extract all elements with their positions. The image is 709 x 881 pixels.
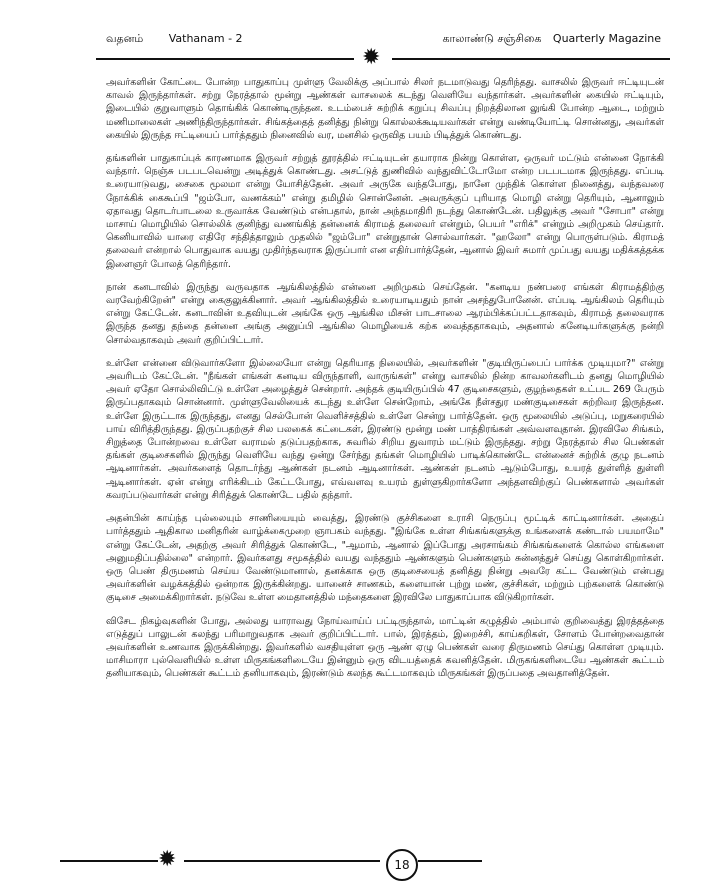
header-left — [106, 32, 265, 47]
page-header — [0, 30, 709, 44]
magazine-type-tamil: காலாண்டு சஞ்சிகை — [442, 32, 542, 45]
footer-rule-right — [418, 860, 482, 862]
footer-rule-left — [60, 860, 158, 862]
magazine-issue: Vathanam - 2 — [168, 32, 243, 45]
page-number: 18 — [386, 849, 418, 881]
magazine-name-tamil: வதனம் — [106, 32, 144, 45]
header-rule-right — [392, 58, 670, 60]
header-right — [434, 32, 661, 47]
article-body — [106, 76, 664, 691]
footer-rule-mid — [184, 860, 380, 862]
paragraph: தங்களின் பாதுகாப்புக் காரணமாக இருவர் சற்றுத் தூரத்தில் ஈட்டியுடன் தயாராக நின்று கொள்ள, ஒருவர் மட்டும் என்னை நோக்கி வந்தார். நெஞ்சு படபடவென்று அடித்துக் கொண்டது. அசட்டுத் துணிவில் வந்துவிட்டோமோ என்ற படபடமாக இருந்தது. எப்படி உரையாடுவது, சைகை மூலமா என்று யோசித்தேன். அவர் அருகே வந்தபோது, நானே முந்திக் கொள்ள நினைத்து, வந்தவரை நோக்கிக் கைகூப்பி "ஜம்போ, வணக்கம்" என்று தமிழில் சொன்னேன். அவருக்குப் புரியாத மொழி என்று தெரியும், ஆனாலும் ஏதாவது தொடர்பாடலை உருவாக்க வேண்டும் என்பதால், நான் அந்தமாதிரி நடந்து கொண்டேன். பதிலுக்கு அவர் "சோபா" என்று மாசாய் மொழியில் சொல்லிக் குனிந்து வணங்கித் தன்னைக் கிராமத் தலைவர் என்றும், பெயர் "எரிக்" என்றும் அறிமுகம் செய்தார். கெனியாவில் யாரை எதிரே சந்தித்தாலும் முதலில் "ஜம்போ" என்றுதான் சொல்வார்கள். "ஹலோ" என்று பொருள்படும். கிராமத் தலைவர் என்றால் பொதுவாக வயது முதிர்ந்தவராக இருப்பார் என எதிர்பார்த்தேன், ஆனால் இவர் சுமார் முப்பது வயது மதிக்கத்தக்க இளைஞர் போலத் தெரிந்தார். — [106, 153, 664, 270]
magazine-type: Quarterly Magazine — [552, 32, 661, 45]
header-rule-left — [96, 58, 354, 60]
paragraph: உள்ளே என்னை விடுவார்களோ இல்லையோ என்று தெரியாத நிலையில், அவர்களின் "குடியிருப்பைப் பார்க்க முடியுமா?" என்று அவரிடம் கேட்டேன். "நீங்கள் எங்கள் கனடிய விருந்தாளி, வாருங்கள்" என்று வாசலில் நின்ற காவலர்களிடம் தனது மொழியில் அவர் ஏதோ சொல்லிவிட்டு உள்ளே அழைத்துச் சென்றார். அந்தக் குடியிருப்பில் 47 குடிசைகளும், குழந்தைகள் உட்பட 269 பேரும் இருப்பதாகவும் சொன்னார். முள்ளுவேலியைக் கடந்து உள்ளே சென்றோம், அங்கே நீள்சதுர மண்குடிசைகள் சுற்றிவர இருந்தன. உள்ளே இருட்டாக இருந்தது, எனது செல்போன் வெளிச்சத்தில் உள்ளே சென்று பார்த்தேன். ஒரு மூலையில் அடுப்பு, மறுகரையில் பாய் விரித்திருந்தது. இருப்பதற்குச் சில பலகைக் கட்டைகள், இரண்டு மூன்று மண் பாத்திரங்கள் அவ்வளவுதான். இரவிலே சிங்கம், சிறுத்தை போன்றவை உள்ளே வராமல் தடுப்பதற்காக, சுவரில் சிறிய துவாரம் மட்டும் இருந்தது. சற்று நேரத்தால் சில பெண்கள் தங்கள் குடிசைகளில் இருந்து வெளியே வந்து ஒன்று சேர்ந்து தங்கள் மொழியில் பாடிக்கொண்டே என்னைச் சுற்றிக் குழு நடனம் ஆடினார்கள். அவர்களைத் தொடர்ந்து ஆண்கள் நடனம் ஆடினார்கள். ஆண்கள் நடனம் ஆடும்போது, உயரத் துள்ளித் துள்ளி ஆடினார்கள். ஏன் என்று எரிக்கிடம் கேட்டபோது, எவ்வளவு உயரம் துள்ளுகிறார்களோ அந்தளவிற்குப் பெண்களால் அவர்கள் கவரப்படுவார்கள் என்று சிரித்துக் கொண்டே பதில் தந்தார். — [106, 357, 664, 501]
sunburst-ornament-icon: ✹ — [158, 847, 177, 872]
paragraph: அவர்களின் கோட்டை போன்ற பாதுகாப்பு முள்ளு வேலிக்கு அப்பால் சிலர் நடமாடுவது தெரிந்தது. வாசலில் இருவர் ஈட்டியுடன் காவல் இருந்தார்கள். சற்று நேரத்தால் மூன்று ஆண்கள் வாசலைக் கடந்து வெளியே வந்தார்கள். அவர்களின் கையில் ஈட்டியும், இடையில் குறுவாளும் தொங்கிக் கொண்டிருந்தன. உடம்பைச் சுற்றிக் கறுப்பு சிவப்பு நிறத்திலான லுங்கி போன்ற ஆடை, மற்றும் மணிமாலைகள் அணிந்திருந்தார்கள். சிங்கத்தைத் தனித்து நின்று கொல்லக்கூடியவர்கள் என்று வண்டியோட்டி சொன்னது, அவர்கள் கையில் இருந்த ஈட்டியைப் பார்த்ததும் நினைவில் வர, மனசில் ஒருவித பயம் பிடித்துக் கொண்டது. — [106, 77, 664, 141]
paragraph: விசேட நிகழ்வுகளின் போது, அல்லது யாராவது நோய்வாய்ப் பட்டிருந்தால், மாட்டின் கழுத்தில் அம்பால் குறிவைத்து இரத்தத்தை எடுத்துப் பாலுடன் கலந்து பரிமாறுவதாக அவர் குறிப்பிட்டார். பால், இரத்தம், இறைச்சி, காய்கறிகள், சோளம் போன்றவைதான் அவர்களின் உணவாக இருக்கின்றது. இவர்களில் வசதியுள்ள ஒரு ஆண் ஏழு பெண்கள் வரை திருமணம் செய்து கொள்ள முடியும். மாசிமாரா புல்வெளியில் உள்ள மிருகங்களிடையே இன்னும் ஒரு விடயத்தைக் கவனித்தேன். மிருகங்களிடையே ஆண்கள் கூட்டம் தனியாகவும், பெண்கள் கூட்டம் தனியாகவும், இரண்டும் கலந்த கூட்டமாகவும் மிருகங்கள் இருப்பதை அவதானித்தேன். — [106, 615, 664, 680]
paragraph: அதன்பின் காய்ந்த புல்லையும் சாணியையும் வைத்து, இரண்டு குச்சிகளை உராசி நெருப்பு மூட்டிக் காட்டினார்கள். அதைப் பார்த்ததும் ஆதிகால மனிதரின் வாழ்க்கைமுறை ஞாபகம் வந்தது. "இங்கே உள்ள சிங்கங்களுக்கு உங்களைக் கண்டால் பயமாமே" என்று கேட்டேன், அதற்கு அவர் சிரித்துக் கொண்டே, "ஆமாம், ஆனால் இப்போது அரசாங்கம் சிங்கங்களைக் கொல்ல எங்களை அனுமதிப்பதில்லை" என்றார். இவர்களது சமூகத்தில் வயது வந்ததும் ஆண்களும் பெண்களும் சுன்னத்துச் செய்து கொள்கிறார்கள். ஒரு பெண் திருமணம் செய்ய வேண்டுமானால், தனக்காக ஒரு குடிசையைத் தனித்து நின்று அவரே கட்ட வேண்டும் என்பது அவர்களின் வழக்கத்தில் ஒன்றாக இருக்கின்றது. யானைச் சாணகம், களையான் புற்று மண், குச்சிகள், மற்றும் புற்களைக் கொண்டு குடிசை அமைக்கிறார்கள். நடுவே உள்ள மைதானத்தில் மந்தைகளை இரவிலே பாதுகாப்பாக விடுகிறார்கள். — [106, 513, 664, 604]
sunburst-ornament-icon: ✹ — [362, 45, 381, 70]
paragraph: நான் கனடாவில் இருந்து வருவதாக ஆங்கிலத்தில் என்னை அறிமுகம் செய்தேன். "கனடிய நண்பரை எங்கள் கிராமத்திற்கு வரவேற்கிறேன்" என்று கைகுலுக்கினார். அவர் ஆங்கிலத்தில் உரையாடியதும் நான் அசந்துபோனேன். எப்படி ஆங்கிலம் தெரியும் என்று கேட்டேன். கனடாவின் உதவியுடன் அங்கே ஒரு ஆங்கில மிசன் பாடசாலை ஆரம்பிக்கப்பட்டதாகவும், கிராமத் தலைவராக இருந்த தனது தந்தை தன்னை அங்கு அனுப்பி ஆங்கில மொழியைக் கற்க வைத்ததாகவும், அதனால் கனேடியர்களுக்கு நன்றி சொல்வதாகவும் அவர் குறிப்பிட்டார். — [106, 281, 664, 346]
